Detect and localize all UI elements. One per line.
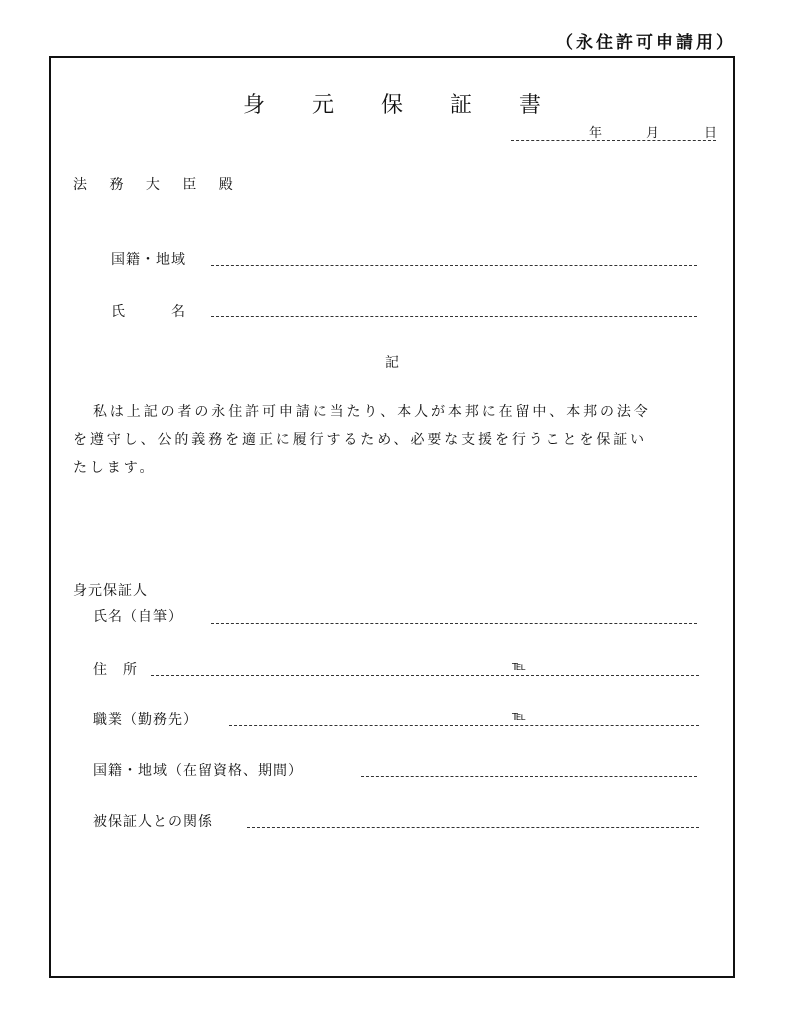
guarantee-statement	[73, 398, 737, 482]
applicant-nationality-field[interactable]	[211, 265, 697, 266]
date-day-label: 日	[704, 126, 718, 141]
guarantor-name-label: 氏名（自筆）	[93, 609, 183, 625]
addressee: 法 務 大 臣 殿	[73, 177, 242, 193]
date-month-label: 月	[646, 126, 660, 141]
statement-line-2: を遵守し、公的義務を適正に履行するため、必要な支援を行うことを保証い	[73, 432, 648, 448]
guarantor-occupation-field[interactable]	[229, 725, 699, 726]
occupation-tel-icon: ℡	[512, 709, 526, 724]
applicant-name-field[interactable]	[211, 316, 697, 317]
applicant-nationality-label: 国籍・地域	[111, 252, 186, 268]
ki-heading: 記	[385, 355, 399, 371]
date-field[interactable]	[511, 122, 716, 141]
guarantor-nationality-field[interactable]	[361, 776, 697, 777]
guarantor-occupation-label: 職業（勤務先）	[93, 712, 198, 728]
applicant-name-label: 氏 名	[111, 304, 186, 320]
statement-line-3: たします。	[73, 460, 157, 476]
guarantor-name-field[interactable]	[211, 623, 697, 624]
guarantor-relationship-field[interactable]	[247, 827, 699, 828]
guarantor-section-title: 身元保証人	[73, 583, 148, 599]
guarantor-relationship-label: 被保証人との関係	[93, 814, 213, 830]
date-year-label: 年	[589, 126, 603, 141]
guarantor-nationality-label: 国籍・地域（在留資格、期間）	[93, 763, 303, 779]
document-title: 身 元 保 証 書	[243, 93, 561, 118]
guarantor-address-label: 住 所	[93, 662, 138, 678]
guarantor-address-field[interactable]	[151, 675, 699, 676]
form-type-label: （永住許可申請用）	[556, 33, 736, 53]
guarantee-form-sheet	[49, 56, 735, 978]
address-tel-icon: ℡	[512, 659, 526, 674]
statement-line-1: 私は上記の者の永住許可申請に当たり、本人が本邦に在留中、本邦の法令	[93, 404, 651, 420]
